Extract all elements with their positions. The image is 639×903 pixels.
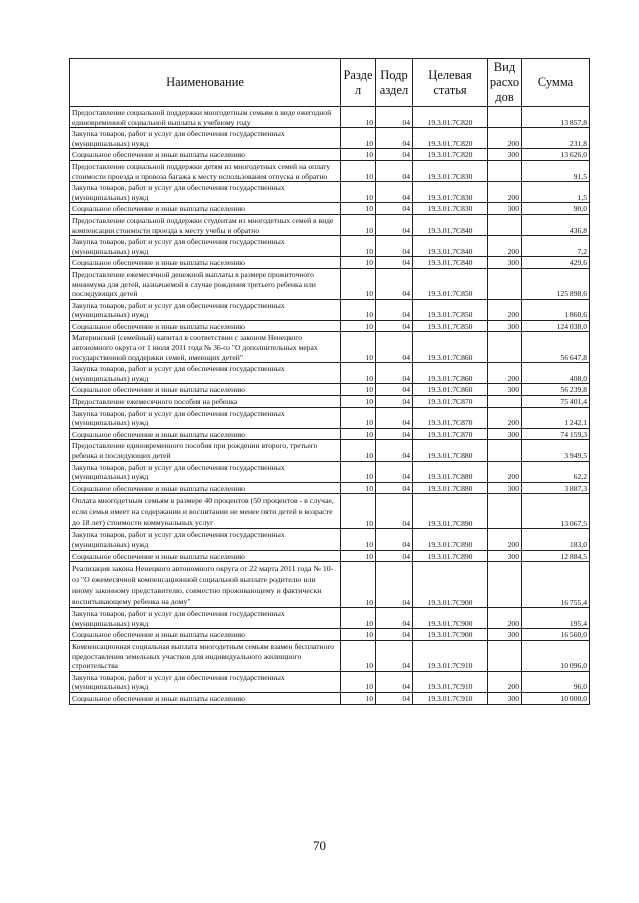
row-name: Социальное обеспечение и иные выплаты населению (70, 203, 341, 215)
row-sum: 429,6 (522, 257, 590, 269)
row-expense-type: 200 (488, 182, 522, 203)
row-expense-type: 300 (488, 149, 522, 161)
row-target: 19.3.01.7С830 (413, 160, 488, 181)
row-section: 10 (341, 149, 376, 161)
row-subsection: 04 (376, 440, 413, 461)
header-expense-type: Вид расхо дов (488, 59, 522, 107)
row-target: 19.3.01.7С860 (413, 332, 488, 363)
row-target: 19.3.01.7С870 (413, 407, 488, 428)
row-target: 19.3.01.7С840 (413, 257, 488, 269)
row-sum: 10 096,0 (522, 640, 590, 671)
row-sum: 56 647,8 (522, 332, 590, 363)
row-expense-type: 300 (488, 320, 522, 332)
row-subsection: 04 (376, 407, 413, 428)
row-name: Предоставление социальной поддержки детям из многодетных семей на оплату стоимости проезда и провоза багажа к месту использования отпуска и обратно (70, 160, 341, 181)
row-subsection: 04 (376, 608, 413, 629)
row-name: Закупка товаров, работ и услуг для обеспечения государственных (муниципальных) нужд (70, 608, 341, 629)
row-name: Закупка товаров, работ и услуг для обеспечения государственных (муниципальных) нужд (70, 182, 341, 203)
row-sum: 10 000,0 (522, 692, 590, 704)
row-section: 10 (341, 407, 376, 428)
row-expense-type (488, 268, 522, 299)
row-subsection: 04 (376, 363, 413, 384)
row-target: 19.3.01.7С820 (413, 107, 488, 128)
table-row (70, 149, 590, 161)
row-subsection: 04 (376, 214, 413, 235)
row-sum: 75 401,4 (522, 396, 590, 408)
row-target: 19.3.01.7С900 (413, 562, 488, 608)
row-name: Закупка товаров, работ и услуг для обеспечения государственных (муниципальных) нужд (70, 128, 341, 149)
row-sum: 408,0 (522, 363, 590, 384)
table-row (70, 214, 590, 235)
table-row (70, 160, 590, 181)
row-expense-type (488, 396, 522, 408)
row-section: 10 (341, 529, 376, 550)
row-name: Социальное обеспечение и иные выплаты населению (70, 629, 341, 641)
table-row (70, 550, 590, 562)
row-expense-type: 300 (488, 384, 522, 396)
table-row (70, 640, 590, 671)
row-target: 19.3.01.7С900 (413, 608, 488, 629)
row-section: 10 (341, 214, 376, 235)
row-section: 10 (341, 299, 376, 320)
row-subsection: 04 (376, 692, 413, 704)
row-subsection: 04 (376, 299, 413, 320)
row-expense-type: 300 (488, 257, 522, 269)
row-subsection: 04 (376, 128, 413, 149)
row-section: 10 (341, 320, 376, 332)
row-section: 10 (341, 562, 376, 608)
row-sum: 13 626,0 (522, 149, 590, 161)
row-name: Социальное обеспечение и иные выплаты населению (70, 428, 341, 440)
row-target: 19.3.01.7С910 (413, 640, 488, 671)
table-row (70, 428, 590, 440)
row-subsection: 04 (376, 257, 413, 269)
table-body (70, 107, 590, 705)
row-section: 10 (341, 396, 376, 408)
row-expense-type (488, 640, 522, 671)
table-row (70, 482, 590, 494)
row-expense-type (488, 440, 522, 461)
row-expense-type: 300 (488, 550, 522, 562)
row-section: 10 (341, 182, 376, 203)
row-subsection: 04 (376, 236, 413, 257)
row-section: 10 (341, 494, 376, 529)
row-subsection: 04 (376, 332, 413, 363)
row-expense-type: 200 (488, 671, 522, 692)
row-subsection: 04 (376, 182, 413, 203)
table-row (70, 107, 590, 128)
table-row (70, 332, 590, 363)
row-name: Предоставление социальной поддержки многодетным семьям в виде ежегодной единовременной социальной выплаты к учебному году (70, 107, 341, 128)
row-target: 19.3.01.7С880 (413, 482, 488, 494)
table-row (70, 363, 590, 384)
table-header-row (70, 59, 590, 107)
row-subsection: 04 (376, 268, 413, 299)
row-expense-type: 200 (488, 461, 522, 482)
row-expense-type: 300 (488, 482, 522, 494)
table-row (70, 128, 590, 149)
table-row (70, 396, 590, 408)
row-name: Оплата многодетным семьям в размере 40 процентов (50 процентов - в случае, если семья имеет на содержании и воспитании не менее пяти детей в возрасте до 18 лет) стоимости коммунальных услуг (70, 494, 341, 529)
row-target: 19.3.01.7С890 (413, 494, 488, 529)
row-name: Предоставление единовременного пособия при рождении второго, третьего ребенка и последующих детей (70, 440, 341, 461)
row-target: 19.3.01.7С910 (413, 692, 488, 704)
row-section: 10 (341, 236, 376, 257)
row-subsection: 04 (376, 320, 413, 332)
header-sum: Сумма (522, 59, 590, 107)
row-name: Закупка товаров, работ и услуг для обеспечения государственных (муниципальных) нужд (70, 236, 341, 257)
page-number: 70 (313, 838, 326, 853)
row-section: 10 (341, 363, 376, 384)
row-target: 19.3.01.7С840 (413, 214, 488, 235)
row-sum: 96,0 (522, 671, 590, 692)
row-expense-type (488, 214, 522, 235)
row-section: 10 (341, 384, 376, 396)
row-target: 19.3.01.7С870 (413, 396, 488, 408)
row-section: 10 (341, 550, 376, 562)
row-expense-type: 200 (488, 608, 522, 629)
row-subsection: 04 (376, 396, 413, 408)
row-sum: 195,4 (522, 608, 590, 629)
table-row (70, 320, 590, 332)
row-name: Предоставление ежемесячного пособия на ребенка (70, 396, 341, 408)
row-subsection: 04 (376, 629, 413, 641)
row-subsection: 04 (376, 203, 413, 215)
header-subsection: Подр аздел (376, 59, 413, 107)
row-target: 19.3.01.7С890 (413, 550, 488, 562)
row-sum: 74 159,3 (522, 428, 590, 440)
row-name: Реализация закона Ненецкого автономного округа от 22 марта 2011 года № 10-оз "О ежемесячной компенсационной социальной выплате родителю или иному законному представителю, совместно проживающему и фактически воспитывающему ребенка на дому" (70, 562, 341, 608)
row-subsection: 04 (376, 494, 413, 529)
row-section: 10 (341, 160, 376, 181)
row-subsection: 04 (376, 461, 413, 482)
row-name: Социальное обеспечение и иные выплаты населению (70, 692, 341, 704)
row-section: 10 (341, 268, 376, 299)
row-target: 19.3.01.7С840 (413, 236, 488, 257)
row-sum: 3 949,5 (522, 440, 590, 461)
row-expense-type: 200 (488, 236, 522, 257)
table-row (70, 236, 590, 257)
budget-table (69, 58, 590, 705)
row-section: 10 (341, 440, 376, 461)
row-name: Закупка товаров, работ и услуг для обеспечения государственных (муниципальных) нужд (70, 671, 341, 692)
row-subsection: 04 (376, 107, 413, 128)
row-section: 10 (341, 692, 376, 704)
row-sum: 1 860,6 (522, 299, 590, 320)
header-name: Наименование (70, 59, 341, 107)
row-sum: 3 887,3 (522, 482, 590, 494)
table-row (70, 299, 590, 320)
row-name: Социальное обеспечение и иные выплаты населению (70, 482, 341, 494)
table-row (70, 182, 590, 203)
table-row (70, 562, 590, 608)
row-sum: 1 242,1 (522, 407, 590, 428)
row-target: 19.3.01.7С860 (413, 363, 488, 384)
table-row (70, 608, 590, 629)
row-target: 19.3.01.7С900 (413, 629, 488, 641)
row-subsection: 04 (376, 671, 413, 692)
row-expense-type (488, 494, 522, 529)
row-sum: 13 857,8 (522, 107, 590, 128)
row-expense-type: 300 (488, 629, 522, 641)
row-expense-type (488, 562, 522, 608)
row-target: 19.3.01.7С830 (413, 182, 488, 203)
row-target: 19.3.01.7С820 (413, 128, 488, 149)
row-expense-type: 300 (488, 692, 522, 704)
row-expense-type: 200 (488, 363, 522, 384)
table-row (70, 692, 590, 704)
row-subsection: 04 (376, 384, 413, 396)
table-row (70, 268, 590, 299)
row-target: 19.3.01.7С860 (413, 384, 488, 396)
row-sum: 436,8 (522, 214, 590, 235)
row-name: Социальное обеспечение и иные выплаты населению (70, 257, 341, 269)
row-subsection: 04 (376, 482, 413, 494)
row-section: 10 (341, 608, 376, 629)
table-row (70, 529, 590, 550)
row-subsection: 04 (376, 562, 413, 608)
row-sum: 16 755,4 (522, 562, 590, 608)
row-section: 10 (341, 203, 376, 215)
row-section: 10 (341, 107, 376, 128)
row-sum: 7,2 (522, 236, 590, 257)
row-sum: 16 560,0 (522, 629, 590, 641)
row-name: Закупка товаров, работ и услуг для обеспечения государственных (муниципальных) нужд (70, 299, 341, 320)
row-name: Материнский (семейный) капитал в соответствии с законом Ненецкого автономного округа от 1 июля 2011 года № 36-оз "О дополнительных мерах государственной поддержки семей, имеющих детей" (70, 332, 341, 363)
row-name: Закупка товаров, работ и услуг для обеспечения государственных (муниципальных) нужд (70, 461, 341, 482)
row-sum: 183,0 (522, 529, 590, 550)
row-sum: 90,0 (522, 203, 590, 215)
row-section: 10 (341, 332, 376, 363)
table-row (70, 203, 590, 215)
row-name: Социальное обеспечение и иные выплаты населению (70, 550, 341, 562)
table-row (70, 257, 590, 269)
row-expense-type: 300 (488, 203, 522, 215)
row-expense-type: 200 (488, 407, 522, 428)
row-name: Социальное обеспечение и иные выплаты населению (70, 149, 341, 161)
row-name: Закупка товаров, работ и услуг для обеспечения государственных (муниципальных) нужд (70, 529, 341, 550)
row-sum: 12 884,5 (522, 550, 590, 562)
row-target: 19.3.01.7С880 (413, 461, 488, 482)
row-target: 19.3.01.7С850 (413, 320, 488, 332)
table-row (70, 461, 590, 482)
row-target: 19.3.01.7С890 (413, 529, 488, 550)
row-subsection: 04 (376, 640, 413, 671)
row-name: Предоставление ежемесячной денежной выплаты в размере прожиточного минимума для детей, назначаемой в случае рождения третьего ребенка или последующих детей (70, 268, 341, 299)
row-name: Закупка товаров, работ и услуг для обеспечения государственных (муниципальных) нужд (70, 363, 341, 384)
row-expense-type: 200 (488, 299, 522, 320)
table-row (70, 629, 590, 641)
row-target: 19.3.01.7С850 (413, 268, 488, 299)
row-sum: 62,2 (522, 461, 590, 482)
row-target: 19.3.01.7С850 (413, 299, 488, 320)
row-sum: 231,8 (522, 128, 590, 149)
budget-table-container (69, 58, 589, 705)
row-name: Социальное обеспечение и иные выплаты населению (70, 320, 341, 332)
table-row (70, 407, 590, 428)
row-sum: 124 038,0 (522, 320, 590, 332)
header-section: Разде л (341, 59, 376, 107)
row-section: 10 (341, 257, 376, 269)
row-subsection: 04 (376, 149, 413, 161)
row-name: Предоставление социальной поддержки студентам из многодетных семей в виде компенсации стоимости проезда к месту учебы и обратно (70, 214, 341, 235)
row-sum: 125 898,6 (522, 268, 590, 299)
row-expense-type (488, 107, 522, 128)
row-sum: 1,5 (522, 182, 590, 203)
row-expense-type: 200 (488, 529, 522, 550)
row-target: 19.3.01.7С820 (413, 149, 488, 161)
row-section: 10 (341, 482, 376, 494)
table-row (70, 671, 590, 692)
row-expense-type (488, 332, 522, 363)
row-sum: 13 067,5 (522, 494, 590, 529)
row-sum: 91,5 (522, 160, 590, 181)
row-target: 19.3.01.7С910 (413, 671, 488, 692)
row-section: 10 (341, 128, 376, 149)
row-expense-type (488, 160, 522, 181)
row-name: Закупка товаров, работ и услуг для обеспечения государственных (муниципальных) нужд (70, 407, 341, 428)
row-subsection: 04 (376, 529, 413, 550)
row-section: 10 (341, 640, 376, 671)
row-subsection: 04 (376, 428, 413, 440)
row-section: 10 (341, 671, 376, 692)
row-target: 19.3.01.7С830 (413, 203, 488, 215)
row-section: 10 (341, 428, 376, 440)
row-name: Компенсационная социальная выплата многодетным семьям взамен бесплатного предоставления земельных участков для индивидуального жилищного строительства (70, 640, 341, 671)
row-sum: 56 239,8 (522, 384, 590, 396)
table-row (70, 494, 590, 529)
row-name: Социальное обеспечение и иные выплаты населению (70, 384, 341, 396)
row-subsection: 04 (376, 160, 413, 181)
row-subsection: 04 (376, 550, 413, 562)
table-row (70, 384, 590, 396)
row-target: 19.3.01.7С880 (413, 440, 488, 461)
row-expense-type: 300 (488, 428, 522, 440)
row-section: 10 (341, 461, 376, 482)
row-expense-type: 200 (488, 128, 522, 149)
header-target: Целевая статья (413, 59, 488, 107)
row-target: 19.3.01.7С870 (413, 428, 488, 440)
table-row (70, 440, 590, 461)
row-section: 10 (341, 629, 376, 641)
